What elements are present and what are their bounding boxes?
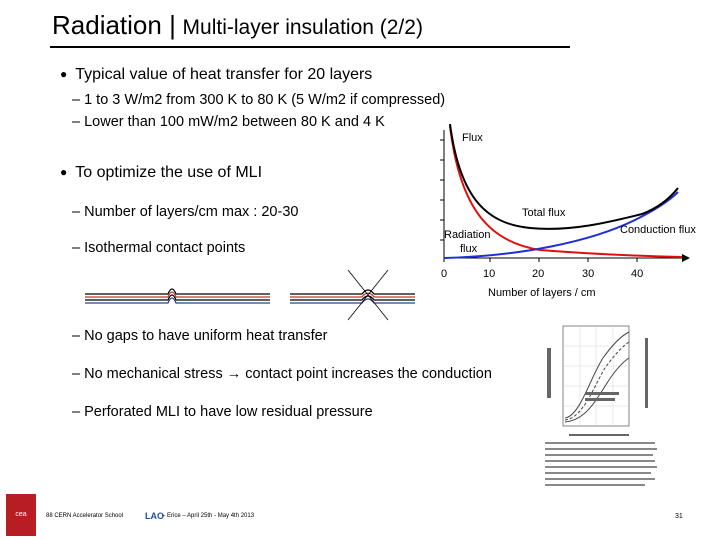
sub-item: – 1 to 3 W/m2 from 300 K to 80 K (5 W/m2 if compressed) <box>72 92 446 108</box>
x-axis-ticks <box>444 258 637 262</box>
svg-text:LAO: LAO <box>145 511 164 521</box>
radiation-flux-label: Radiation <box>444 229 491 241</box>
title-rule <box>50 46 570 48</box>
title-main: Radiation | <box>52 10 176 40</box>
bullet-optimize-mli <box>60 164 262 182</box>
reference-plot-thumbnail <box>545 318 663 500</box>
sub-item: – No gaps to have uniform heat transfer <box>72 328 328 344</box>
sub-item: – No mechanical stress → contact point increases the conduction <box>72 366 492 382</box>
slide-title <box>52 10 423 41</box>
x-axis-label: Number of layers / cm <box>488 287 596 299</box>
radiation-flux-label-2: flux <box>460 243 478 255</box>
bullet-dot-icon: ● <box>60 165 68 179</box>
school-logo-icon <box>144 509 162 521</box>
flux-axis-label: Flux <box>462 132 483 144</box>
sub-item: – Isothermal contact points <box>72 240 246 256</box>
x-tick-label: 0 <box>441 268 448 280</box>
y-axis-ticks <box>440 140 444 240</box>
logo-text: cea <box>15 511 27 518</box>
mli-layers-left <box>85 289 270 303</box>
bullet-text: Typical value of heat transfer for 20 layers <box>75 66 373 83</box>
bullet-heat-transfer <box>60 66 372 84</box>
x-tick-label: 10 <box>483 268 496 280</box>
flux-vs-layers-diagram <box>420 120 720 310</box>
footer-mid-text: – Erice – April 25th - May 4th 2013 <box>162 513 255 519</box>
mli-contact-points-sketch <box>80 262 420 322</box>
sub-item: – Lower than 100 mW/m2 between 80 K and 4 K <box>72 114 385 130</box>
page-number: 31 <box>675 513 683 520</box>
x-axis-arrow-icon <box>682 254 690 262</box>
x-tick-label: 40 <box>631 268 644 280</box>
sub-item: – Number of layers/cm max : 20-30 <box>72 204 299 220</box>
mli-layers-right <box>290 290 415 303</box>
x-tick-label: 20 <box>532 268 545 280</box>
cea-logo <box>6 494 36 536</box>
total-flux-label: Total flux <box>522 207 566 219</box>
contact-point-cross-icon <box>348 270 388 320</box>
footer-left-text: 88 CERN Accelerator School <box>46 513 124 519</box>
conduction-flux-label: Conduction flux <box>620 224 696 236</box>
x-tick-label: 30 <box>582 268 595 280</box>
bullet-text: To optimize the use of MLI <box>75 164 263 181</box>
bullet-dot-icon: ● <box>60 67 68 81</box>
title-sub: Multi-layer insulation (2/2) <box>182 16 423 39</box>
sub-item: – Perforated MLI to have low residual pressure <box>72 404 373 420</box>
